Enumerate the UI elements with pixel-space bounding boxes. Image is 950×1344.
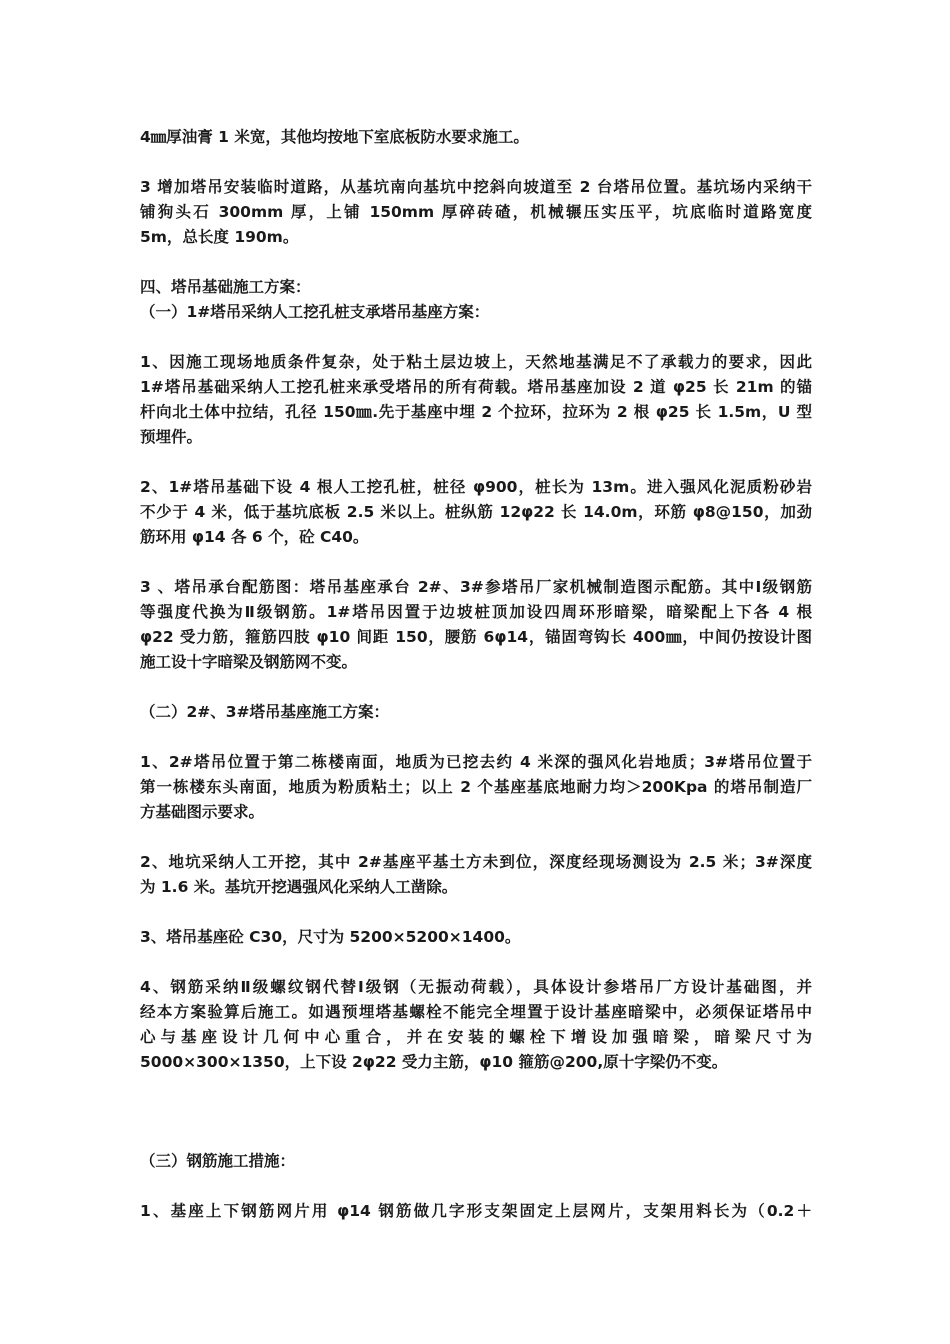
paragraph-rebar-substitution bbox=[140, 975, 812, 1075]
subsection-heading: （二）2#、3#塔吊基座施工方案： bbox=[140, 703, 390, 721]
section-heading: 四、塔吊基础施工方案： bbox=[140, 278, 311, 296]
text-line: 2、1#塔吊基础下设 4 根人工挖孔桩，桩径 φ900，桩长为 13m。进入强风化泥质粉砂岩 bbox=[140, 478, 812, 496]
text-line: 1、因施工现场地质条件复杂，处于粘土层边坡上，天然地基满足不了承载力的要求，因此 bbox=[140, 353, 812, 371]
text-line: 3 、塔吊承台配筋图：塔吊基座承台 2#、3#参塔吊厂家机械制造图示配筋。其中Ⅰ级钢筋 bbox=[140, 578, 812, 596]
text-line: 3 增加塔吊安装临时道路，从基坑南向基坑中挖斜向坡道至 2 台塔吊位置。基坑场内采纳干 bbox=[140, 178, 812, 196]
text-line: 1、基座上下钢筋网片用 φ14 钢筋做几字形支架固定上层网片，支架用料长为（0.2＋ bbox=[140, 1202, 812, 1220]
paragraph-pit-excavation bbox=[140, 850, 812, 900]
section-heading-tower-crane-foundation bbox=[140, 275, 812, 325]
text-line: 2、地坑采纳人工开挖，其中 2#基座平基土方未到位，深度经现场测设为 2.5 米；3#深度 bbox=[140, 853, 812, 871]
text-line: 心与基座设计几何中心重合，并在安装的螺栓下增设加强暗梁，暗梁尺寸为 bbox=[140, 1028, 812, 1046]
text-line: 5000×300×1350，上下设 2φ22 受力主筋，φ10 箍筋@200,原十字梁仍不变。 bbox=[140, 1053, 728, 1071]
text-line: 5m，总长度 190m。 bbox=[140, 228, 299, 246]
paragraph-cap-reinforcement bbox=[140, 575, 812, 675]
text-line: φ22 受力筋，箍筋四肢 φ10 间距 150，腰筋 6φ14，锚固弯钩长 400㎜，中间仍按设计图 bbox=[140, 628, 812, 646]
text-line: 1、2#塔吊位置于第二栋楼南面，地质为已挖去约 4 米深的强风化岩地质；3#塔吊位置于 bbox=[140, 753, 812, 771]
text-line: 铺狗头石 300mm 厚，上铺 150mm 厚碎砖碴，机械辗压实压平，坑底临时道路宽度 bbox=[140, 203, 812, 221]
text-line: 杆向北土体中拉结，孔径 150㎜.先于基座中埋 2 个拉环，拉环为 2 根 φ25 长 1.5m，U 型 bbox=[140, 403, 812, 421]
text-line: 4、钢筋采纳Ⅱ级螺纹钢代替Ⅰ级钢（无振动荷载），具体设计参塔吊厂方设计基础图，并 bbox=[140, 978, 812, 996]
text-line: 不少于 4 米，低于基坑底板 2.5 米以上。桩纵筋 12φ22 长 14.0m，环筋 φ8@150，加劲 bbox=[140, 503, 812, 521]
paragraph-manual-piles bbox=[140, 475, 812, 550]
text-line: 筋环用 φ14 各 6 个，砼 C40。 bbox=[140, 528, 369, 546]
paragraph-rebar-mesh-support bbox=[140, 1199, 812, 1224]
text-line: 等强度代换为Ⅱ级钢筋。1#塔吊因置于边坡桩顶加设四周环形暗梁，暗梁配上下各 4 根 bbox=[140, 603, 812, 621]
paragraph-base-concrete bbox=[140, 925, 812, 950]
text-line: 1#塔吊基础采纳人工挖孔桩来承受塔吊的所有荷载。塔吊基座加设 2 道 φ25 长 21m 的锚 bbox=[140, 378, 812, 396]
text-line: 预埋件。 bbox=[140, 428, 203, 446]
text-line: 4㎜厚油膏 1 米宽，其他均按地下室底板防水要求施工。 bbox=[140, 128, 529, 146]
text-line: 经本方案验算后施工。如遇预埋塔基螺栓不能完全埋置于设计基座暗梁中，必须保证塔吊中 bbox=[140, 1003, 812, 1021]
paragraph-pile-support bbox=[140, 350, 812, 450]
text-line: 3、塔吊基座砼 C30，尺寸为 5200×5200×1400。 bbox=[140, 928, 521, 946]
text-line: 施工设十字暗梁及钢筋网不变。 bbox=[140, 653, 358, 671]
text-line: 为 1.6 米。基坑开挖遇强风化采纳人工凿除。 bbox=[140, 878, 458, 896]
text-line: 第一栋楼东头南面，地质为粉质粘土；以上 2 个基座基底地耐力均＞200Kpa 的塔吊制造厂 bbox=[140, 778, 812, 796]
paragraph-temporary-road bbox=[140, 175, 812, 250]
paragraph-waterproofing bbox=[140, 125, 812, 150]
subsection-heading-rebar-measures bbox=[140, 1149, 812, 1174]
paragraph-crane-locations bbox=[140, 750, 812, 825]
subsection-heading: （三）钢筋施工措施： bbox=[140, 1152, 296, 1170]
subsection-heading: （一）1#塔吊采纳人工挖孔桩支承塔吊基座方案： bbox=[140, 303, 490, 321]
text-line: 方基础图示要求。 bbox=[140, 803, 265, 821]
subsection-heading-cranes-2-3 bbox=[140, 700, 812, 725]
